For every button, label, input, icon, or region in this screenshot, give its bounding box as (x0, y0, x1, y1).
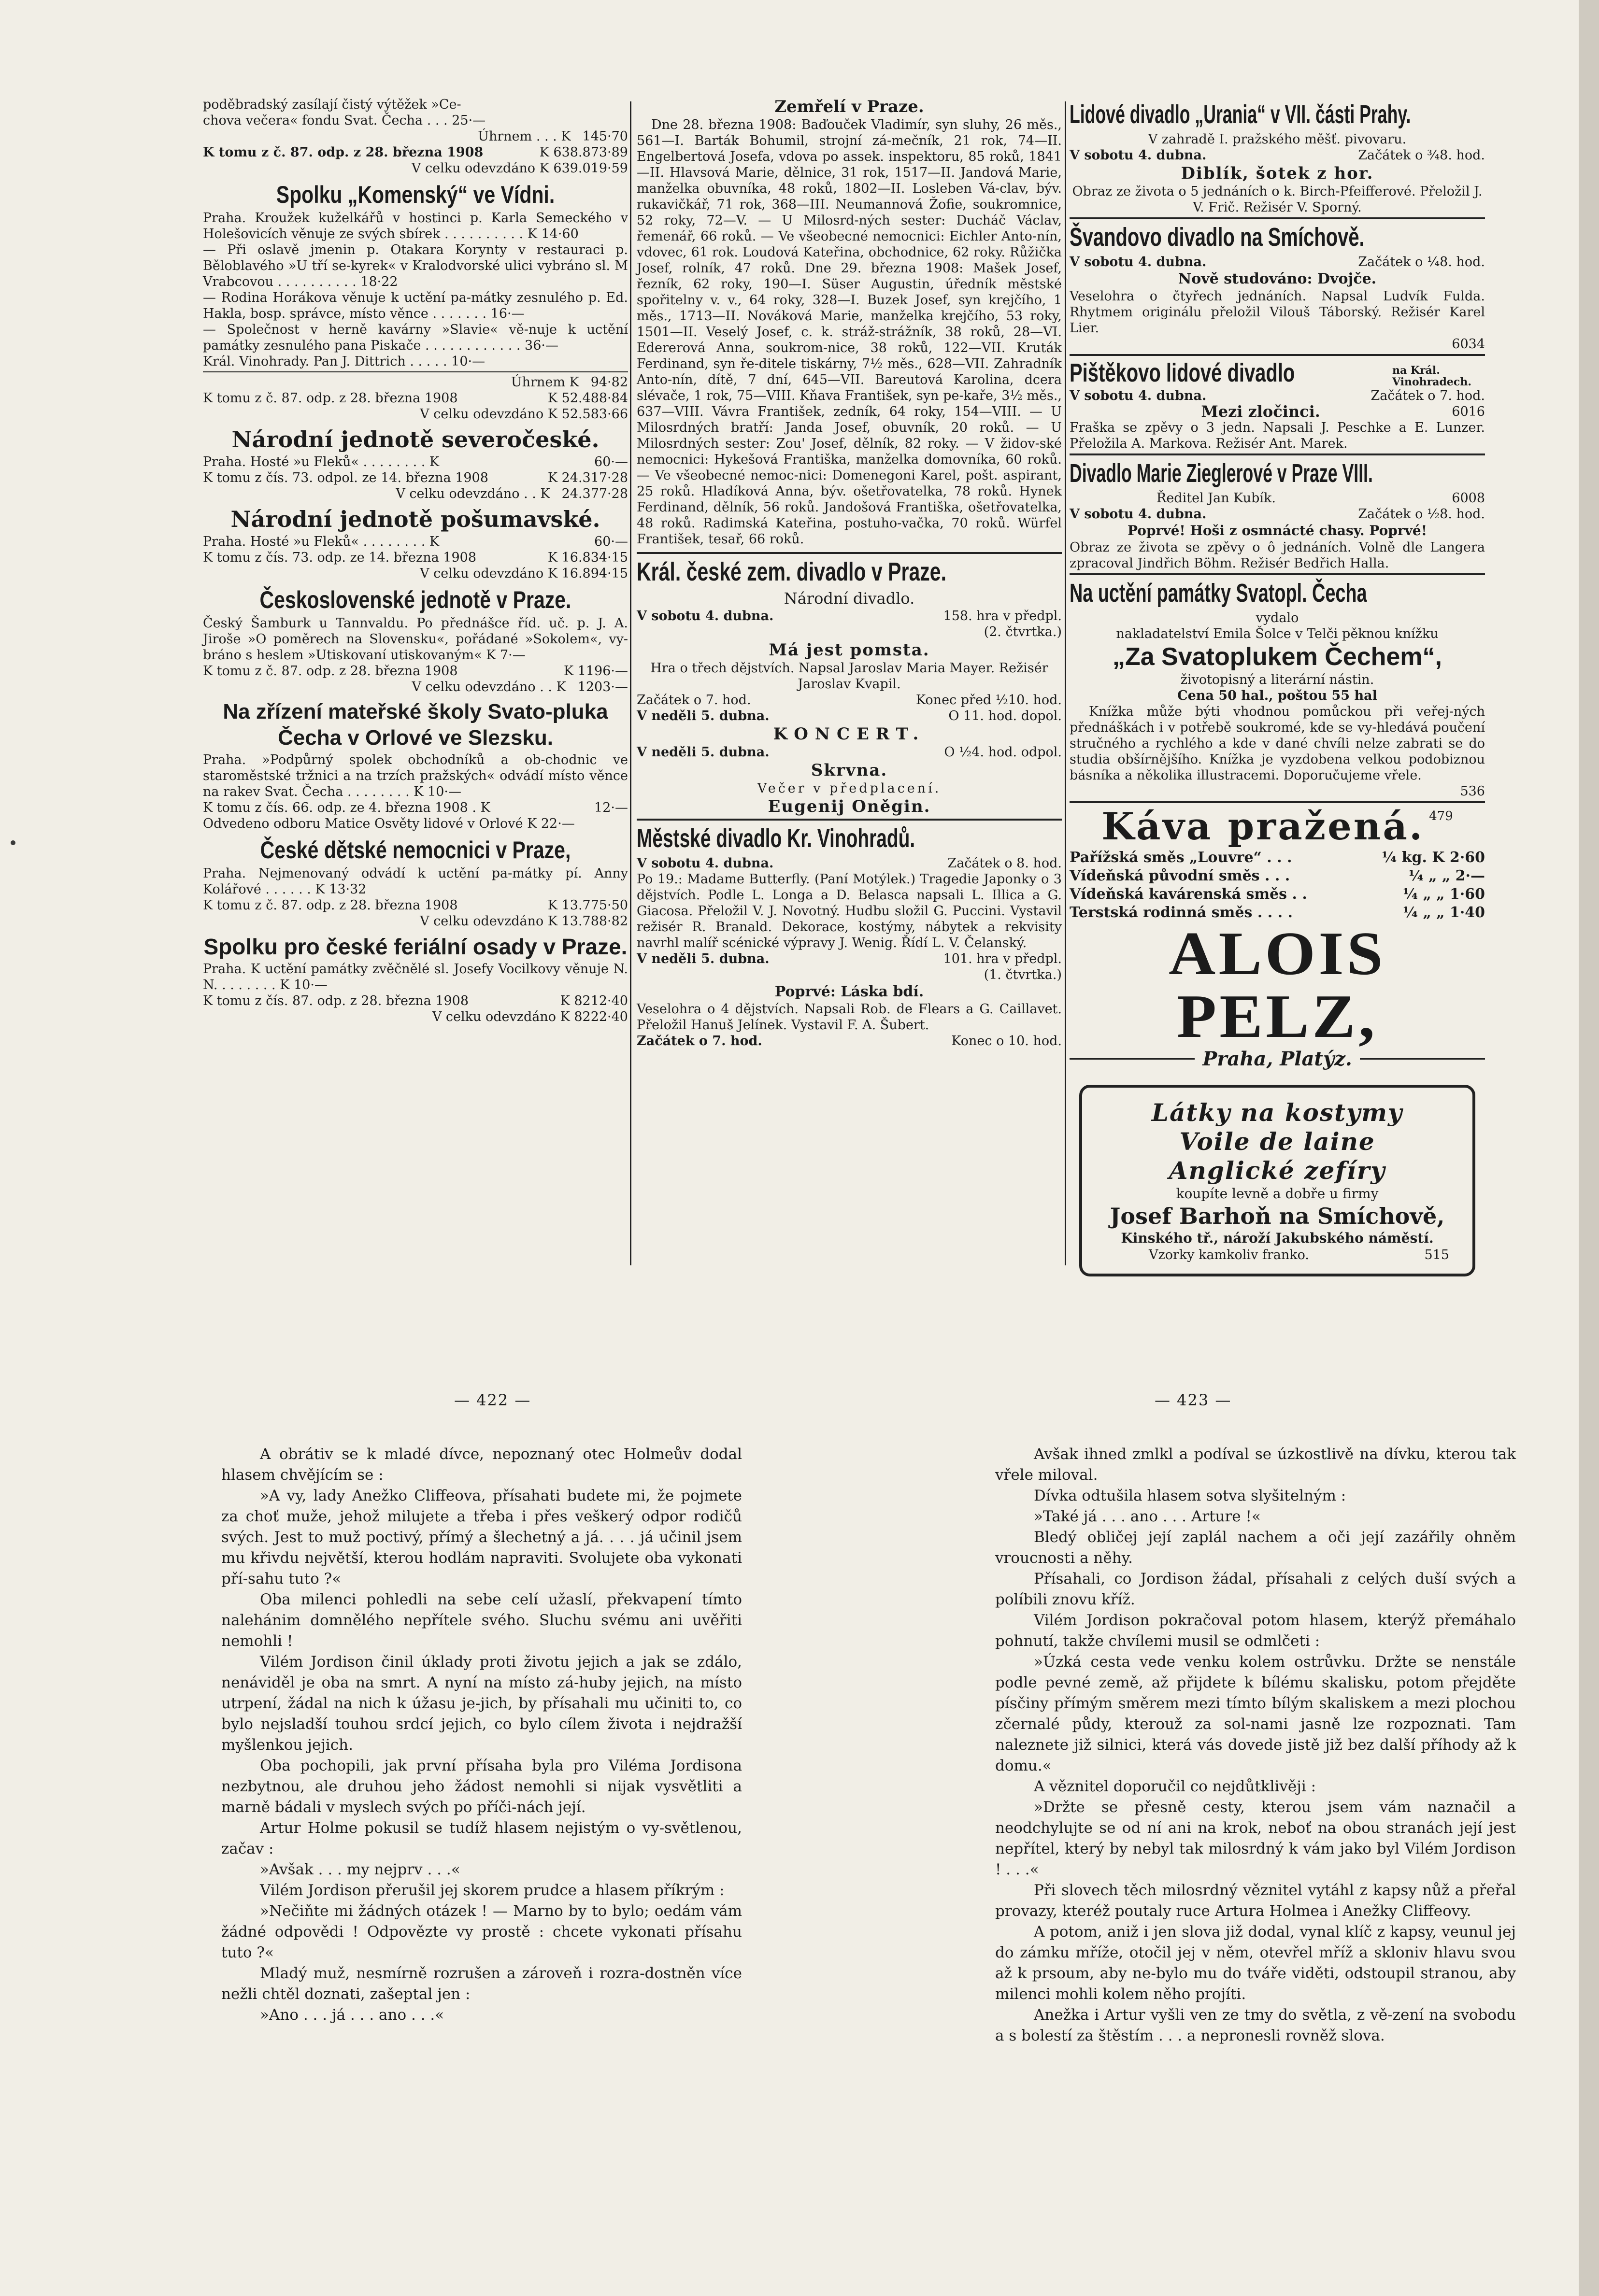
program-row: V sobotu 4. dubna. Začátek o ¼8. hod. (1070, 255, 1485, 269)
play-desc: Obraz ze života se zpěvy o ô jednáních. Volně dle Langera zpracoval Jindřich Böhm. Režisér Bedřich Halla. (1070, 540, 1485, 571)
ad-number: 6034 (1452, 337, 1485, 352)
ad-box-barhon (1079, 1085, 1475, 1276)
story-paragraph: Při slovech těch milosrdný věznitel vytáhl z kapsy nůž a přeřal provazy, kteréž poutaly ruce Artura Holmea i Anežky Cliffeovy. (995, 1882, 1516, 1920)
celku-row: V celku odevzdáno K 52.583·66 (420, 407, 628, 422)
ad-text: životopisný a literární nástin. (1180, 672, 1374, 687)
theatre-heading-pistekovo: Pištěkovo lidové divadlo (1070, 358, 1295, 387)
donation-item: — Při oslavě jmenin p. Otakara Korynty v restauraci p. Běloblavého »U tří se-kyrek« v Kralodvorské ulici vybráno sl. M Vrabcovou . . . . . . . . . . 18·22 (203, 242, 628, 289)
story-paragraph: A potom, aniž i jen slova již dodal, vynal klíč z kapsy, veunul jej do zámku mříže, otočil jej v něm, otevřel mříž a skloniv hlavu svou až k prsoum, aby ne-bylo mu do tváře viděti, odstoupil stranou, aby milenci mohli kolem něho projíti. (995, 1923, 1516, 2003)
story-paragraph: »Avšak . . . my nejprv . . .« (260, 1861, 460, 1878)
play-desc: Veselohra o čtyřech jednáních. Napsal Ludvík Fulda. Rhytmem originálu přeložil Vilouš Táborský. Režisér Karel Lier. (1070, 289, 1485, 336)
divider (203, 371, 628, 372)
divider (637, 819, 1062, 821)
story-paragraph: Vilém Jordison pokračoval potom hlasem, kterýž přemáhalo pohnutí, takže chvílemi musil se odmlčeti : (995, 1612, 1516, 1650)
donation-item: — Společnost v herně kavárny »Slavie« vě-nuje k uctění památky zesnulého pana Piskače . . . . . . . . . . . . 36·— (203, 322, 628, 353)
page-number-left: — 422 — (454, 1391, 531, 1409)
ad-number: 536 (1460, 784, 1485, 799)
celku-row: V celku odevzdáno K 16.894·15 (420, 566, 628, 581)
donation-item: Český Šamburk u Tannvaldu. Po přednášce říd. uč. p. J. A. Jiroše »O poměrech na Slovensku«, pořádané »Sokolem«, vy-bráno s heslem »Utiskovaní utiskovaným« K 7·— (203, 616, 628, 663)
theatre-heading-mestske: Městské divadlo Kr. Vinohradů. (637, 824, 915, 853)
theatre-heading-small: na Král. Vinohradech. (1392, 364, 1471, 388)
story-paragraph: »Také já . . . ano . . . Arture !« (1034, 1508, 1261, 1525)
k-tomu-row: K tomu z č. 87. odp. z 28. března 1908 K 13.775·50 (203, 898, 628, 913)
program-row: Začátek o 7. hod. Konec o 10. hod. (637, 1034, 1062, 1049)
program-note: (2. čtvrtka.) (984, 624, 1062, 639)
divider (1070, 217, 1485, 219)
donation-item: Praha. Hosté »u Fleků« . . . . . . . . K 60·— (203, 534, 628, 549)
section-heading-zemreli: Zemřelí v Praze. (774, 97, 924, 116)
story-paragraph: Bledý obličej její zaplál nachem a oči její zazářily ohněm vroucnosti a něhy. (995, 1529, 1516, 1567)
program-row: V sobotu 4. dubna. 158. hra v předpl. (637, 609, 1062, 624)
price-row: Terstská rodinná směs . . . . ¼ „ „ 1·40 (1070, 904, 1485, 921)
column-rule-1 (630, 101, 631, 1265)
story-paragraph: Anežka i Artur vyšli ven ze tmy do světla, z vě-zení na svobodu a s bolestí za štěstím . . . a nepronesli rovněž slova. (995, 2006, 1516, 2044)
story-text-right (995, 1444, 1516, 2046)
program-row: V neděli 5. dubna. O ½4. hod. odpol. (637, 745, 1062, 760)
margin-dot (11, 840, 15, 845)
story-paragraph: Avšak ihned zmlkl a podíval se úzkostlivě na dívku, kterou tak vřele miloval. (995, 1446, 1516, 1484)
coffee-price-list (1070, 849, 1485, 922)
story-paragraph: Mladý muž, nesmírně rozrušen a zároveň i rozra-dostněn více nežli chtěl doznati, zašeptal jen : (221, 1965, 742, 2003)
divider (1070, 801, 1485, 803)
k-tomu-row: K tomu z čís. 87. odp. z 28. března 1908 K 8212·40 (203, 993, 628, 1008)
play-desc: Hra o třech dějstvích. Napsal Jaroslav Maria Mayer. Režisér Jaroslav Kvapil. (650, 661, 1048, 692)
program-row: Mezi zločinci. 6016 (1201, 402, 1485, 421)
play-title: Nově studováno: Dvojče. (1178, 270, 1377, 287)
play-title: Má jest pomsta. (769, 640, 930, 660)
ad-number: 479 (1429, 809, 1453, 823)
book-title: „Za Svatoplukem Čechem“, (1113, 643, 1442, 671)
ad-line: Vzorky kamkoliv franko. 515 (1149, 1247, 1449, 1262)
play-title: Poprvé! Hoši z osmnácté chasy. Poprvé! (1127, 523, 1428, 539)
ad-line: koupíte levně a dobře u firmy (1176, 1186, 1379, 1202)
k-tomu-row: K tomu z č. 87. odp. z 28. března 1908 K 638.873·89 (203, 145, 628, 160)
k-tomu-row: K tomu z čís. 73. odp. ze 14. března 1908 K 16.834·15 (203, 550, 628, 565)
program-row: Začátek o 7. hod. Konec před ½10. hod. (637, 693, 1062, 708)
text-line: poděbradský zasílají čistý výtěžek »Ce- (203, 97, 461, 112)
donation-item: Praha. K uctění památky zvěčnělé sl. Josefy Vocilkovy věnuje N. N. . . . . . . . K 10·— (203, 962, 628, 992)
column-rule-2 (1065, 101, 1066, 1265)
story-paragraph: »Úzká cesta vede venku kolem ostrůvku. Držte se nenstále podle pevné země, až přijdete k bílému skalisku, potom přejděte písčiny přímým směrem mezi tímto bílým skaliskem a mezi plochou zčernalé půdy, kterouž za sol-nami jasně lze rozpoznati. Tam naleznete již silnici, která vás dovede jistě již bez další příhody až k domu.« (995, 1653, 1516, 1774)
theatre-heading-row (1070, 358, 1485, 388)
firm-name-pelz: ALOIS PELZ, (1169, 919, 1386, 1050)
section-heading-severoceske: Národní jednotě severočeské. (231, 426, 600, 453)
ad-heading-kava: Káva pražená. (1101, 805, 1425, 849)
donation-item: Praha. Nejmenovaný odvádí k uctění pa-mátky pí. Anny Kolářové . . . . . . K 13·32 (203, 866, 628, 897)
k-tomu-row: K tomu z čís. 66. odp. ze 4. března 1908 . K 12·— (203, 800, 628, 815)
story-paragraph: »Držte se přesně cesty, kterou jsem vám naznačil a neodchylujte se od ní ani na krok, neboť na obou stranách její jest nepřítel, který by nebyl tak milosrdný k vám jako byl Vilém Jordison ! . . .« (995, 1799, 1516, 1878)
story-paragraph: »A vy, lady Anežko Cliffeova, přísahati budete mi, že pojmete za choť muže, jehož milujete a třeba i přes veškerý odpor rodičů svých. Jest to muž poctivý, přímý a šlechetný a já. . . . já učinil jsem mu křivdu největší, kterou hodlám napraviti. Svolujete oba vykonati pří-sahu tuto ?« (221, 1487, 742, 1587)
donation-item: Praha. Kroužek kuželkářů v hostinci p. Karla Semeckého v Holešovicích věnuje ze svých sbírek . . . . . . . . . . K 14·60 (203, 211, 628, 241)
program-row: V neděli 5. dubna. 101. hra v předpl. (637, 951, 1062, 966)
celku-row: V celku odevzdáno K 13.788·82 (420, 914, 628, 929)
k-tomu-row: K tomu z č. 87. odp. z 28. března 1908 K 52.488·84 (203, 391, 628, 406)
celku-row: V celku odevzdáno . . K 24.377·28 (396, 486, 628, 501)
program-row: V sobotu 4. dubna. Začátek o ¾8. hod. (1070, 148, 1485, 163)
play-title: Diblík, šotek z hor. (1181, 164, 1374, 183)
program-note: Večer v předplacení. (757, 781, 942, 796)
ad-line: Voile de laine (1179, 1127, 1375, 1156)
story-text-left (221, 1444, 742, 2026)
k-tomu-row: K tomu z čís. 73. odpol. ze 14. března 1908 K 24.317·28 (203, 470, 628, 485)
section-heading-posumavske: Národní jednotě pošumavské. (230, 506, 600, 532)
text-line: chova večera« fondu Svat. Čecha . . . 25·— (203, 113, 486, 128)
program-note: (1. čtvrtka.) (984, 967, 1062, 982)
celku-row: V celku odevzdáno . . K 1203·— (412, 680, 628, 694)
section-heading-ferialni: Spolku pro české feriální osady v Praze. (203, 934, 628, 959)
program-row: V sobotu 4. dubna. Začátek o ½8. hod. (1070, 507, 1485, 522)
play-desc: Po 19.: Madame Butterfly. (Paní Motýlek.) Tragedie Japonky o 3 dějstvích. Podle L. Longa a D. Belasca napsali L. Illica a G. Giacosa. Přeložil V. J. Novotný. Hudbu složil G. Puccini. Vystavil režisér R. Branald. Dekorace, kostýmy, nábytek a rekvisity navrhl malíř scénické výpravy J. Wenig. Řídí L. V. Čelanský. (637, 872, 1062, 950)
story-paragraph: Vilém Jordison přerušil jej skorem prudce a hlasem příkrým : (260, 1882, 725, 1899)
page-number-right: — 423 — (1155, 1391, 1232, 1409)
k-tomu-row: K tomu z č. 87. odp. z 28. března 1908 K 1196·— (203, 664, 628, 679)
celku-row: V celku odevzdáno K 8222·40 (432, 1009, 628, 1024)
play-desc: Fraška se zpěvy o 3 jedn. Napsali J. Peschke a E. Lunzer. Přeložila A. Markova. Režisér Ant. Marek. (1070, 420, 1485, 451)
total-row: Úhrnem . . . K 145·70 (478, 129, 628, 144)
column-theatres-ads (1070, 97, 1485, 1276)
play-desc: Veselohra o 4 dějstvích. Napsali Rob. de Flears a G. Caillavet. Přeložil Hanuš Jelínek. Vystavil F. A. Šubert. (637, 1002, 1062, 1033)
kava-heading-row (1070, 805, 1485, 849)
section-heading-ceskoslovanske: Československé jednotě v Praze. (259, 586, 571, 613)
ad-line: Kinského tř., nároží Jakubského náměstí. (1121, 1230, 1434, 1246)
section-heading-nemocnici: České dětské nemocnici v Praze, (260, 836, 571, 864)
donation-item: — Rodina Horákova věnuje k uctění pa-mátky zesnulého p. Ed. Hakla, bosp. správce, místo věnce . . . . . . . 16·— (203, 290, 628, 321)
theatre-heading-urania: Lidové divadlo „Urania“ v VII. části Prahy. (1070, 100, 1411, 129)
donation-item: Praha. Hosté »u Fleků« . . . . . . . . K 60·— (203, 454, 628, 469)
divider (1070, 354, 1485, 356)
ad-heading-cech: Na uctění památky Svatopl. Čecha (1070, 579, 1367, 608)
story-paragraph: Vilém Jordison činil úklady proti životu jejich a jak se zdálo, nenáviděl je oba na smrt. A nyní na místo zá-huby jejich, na místo utrpení, žádal na nich k úžasu je-jich, by přísahali mu učiniti to, co bylo nejsladší touhou srdcí jejich, co bylo cílem života i nejdražší myšlenkou jejich. (221, 1653, 742, 1754)
firm-city: Praha, Platýz. (1202, 1048, 1352, 1070)
firm-city-row (1070, 1048, 1485, 1070)
play-title: KONCERT. (773, 724, 926, 744)
total-row: Úhrnem K 94·82 (511, 375, 628, 390)
play-desc: Obraz ze života o 5 jednáních o k. Birch-Pfeifferové. Přeložil J. V. Frič. Režisér V. Sporný. (1072, 184, 1483, 215)
story-paragraph: »Ano . . . já . . . ano . . .« (260, 2006, 444, 2024)
program-row: V sobotu 4. dubna. Začátek o 7. hod. (1070, 388, 1485, 403)
divider (1070, 573, 1485, 575)
donation-item: Král. Vinohrady. Pan J. Dittrich . . . . . 10·— (203, 354, 485, 369)
section-heading-materske: Na zřízení mateřské školy Svato-pluka Čecha v Orlové ve Slezsku. (223, 700, 608, 750)
divider (1070, 454, 1485, 455)
section-heading-komensky: Spolku „Komenský“ ve Vídni. (276, 181, 555, 208)
story-paragraph: Dívka odtušila hlasem sotva slyšitelným : (1034, 1487, 1346, 1504)
play-title: Skrvna. (811, 761, 888, 780)
theatre-heading-zieglerove: Divadlo Marie Zieglerové v Praze VIII. (1070, 459, 1373, 488)
page-edge (1579, 0, 1599, 2296)
story-paragraph: Artur Holme pokusil se tudíž hlasem nejistým o vy-světlenou, začav : (221, 1819, 742, 1857)
theatre-sub: V zahradě I. pražského měšť. pivovaru. (1148, 132, 1407, 147)
ad-line: Látky na kostymy (1151, 1098, 1403, 1127)
price-row: Vídeňská kavárenská směs . . ¼ „ „ 1·60 (1070, 886, 1485, 903)
story-paragraph: Oba milenci pohledli na sebe celí užaslí, překvapení tímto nalehánim domnělého nepřítele svého. Sluchu svému ani uvěřiti nemohli ! (221, 1591, 742, 1650)
program-row: V neděli 5. dubna. O 11. hod. dopol. (637, 709, 1062, 723)
ad-line: Anglické zefíry (1169, 1156, 1386, 1185)
odvedeno-row: Odvedeno odboru Matice Osvěty lidové v Orlové K 22·— (203, 816, 575, 831)
column-deaths-theatres (637, 97, 1062, 1049)
program-row: V sobotu 4. dubna. Začátek o 8. hod. (637, 856, 1062, 871)
story-paragraph: Přísahali, co Jordison žádal, přísahali z celých duší svých a políbili znovu kříž. (995, 1570, 1516, 1608)
ad-line: Josef Barhoň na Smíchově, (1110, 1203, 1445, 1229)
story-paragraph: A věznitel doporučil co nejdůtklivěji : (1034, 1778, 1316, 1795)
play-title: Eugenij Oněgin. (768, 797, 931, 816)
donation-item: Praha. »Podpůrný spolek obchodníků a ob-chodnic ve staroměstské tržnici a na trzích pražských« odvádí místo věnce na rakev Svat. Čecha . . . . . . . . K 10·— (203, 752, 628, 799)
story-paragraph: Oba pochopili, jak první přísaha byla pro Viléma Jordisona nezbytnou, ale druhou jeho žádost nemohli si nijak vysvětliti a marně bádali v myslech svých po příči-nách její. (221, 1757, 742, 1816)
celku-row: V celku odevzdáno K 639.019·59 (411, 161, 628, 176)
column-donations (203, 97, 628, 1025)
story-paragraph: A obrátiv se k mladé dívce, nepoznaný otec Holmeův dodal hlasem chvějícím se : (221, 1446, 742, 1484)
program-row: Ředitel Jan Kubík. 6008 (1156, 491, 1485, 506)
deaths-text: Dne 28. března 1908: Baďouček Vladimír, syn sluhy, 26 měs., 561—I. Barták Bohumil, strojní zá-mečník, 21 rok, 74—II. Engelbertová Josefa, vdova po assek. inspektoru, 85 roků, 1841—II. Hlavsová Marie, dělnice, 31 rok, 1517—II. Jandová Marie, manželka obuvníka, 48 roků, 1802—II. Losleben Vá-clav, býv. rukavičkář, 71 rok, 368—III. Neumannová Žofie, soukromnice, 52 roky, 72—V. — U Milosrd-ných sester: Ducháč Václav, řemenář, 66 roků. — Ve všeobecné nemocnici: Eichler Anto-nín, vdovec, 61 rok. Loudová Kateřina, obchodnice, 62 roky. Růžička Josef, rolník, 47 roků. Dne 29. března 1908: Mašek Josef, řezník, 62 roky, 190—I. Süser Augustin, úředník městské spořitelny v. v., 64 roky, 328—I. Buzek Josef, syn krejčího, 1 měs., 1713—II. Nováková Marie, manželka krejčího, 53 roky, 1501—II. Veselý Josef, c. k. stráž-strážník, 38 roků, 28—VI. Edererová Anna, soukrom-nice, 38 roků, 122—VII. Kruták Ferdinand, syn ře-ditele tiskárny, 7½ měs., 628—VII. Zahradník Anto-nín, dítě, 7 dní, 645—VII. Bareutová Karolina, dcera slévače, 1 rok, 75—VIII. Kňava František, syn pe-kaře, 3½ měs., 637—VIII. Vávra František, zedník, 64 roky, 154—VIII. — U Milosrdných bratří: Janda Josef, obuvník, 20 roků. — U Milosrdných sester: Zou' Josef, dělník, 82 roky. — V židov-ské nemocnici: Hykešová Františka, manželka domovníka, 60 roků. — Ve všeobecné nemoc-nici: Domenegoni Karel, pošt. aspirant, 25 roků. Hladíková Anna, býv. ošetřovatelka, 78 roků. Hynek Ferdinand, dělník, 56 roků. Jandošová Františka, ošetřovatelka, 48 roků. Radimská Kateřina, postuho-vačka, 70 roků. Würfel František, tesař, 66 roků. (637, 117, 1062, 547)
ad-text: Cena 50 hal., poštou 55 hal (1177, 688, 1377, 703)
play-title: Poprvé: Láska bdí. (774, 983, 924, 1000)
ad-text: nakladatelství Emila Šolce v Telči pěknou knížku (1116, 626, 1439, 641)
price-row: Pařížská směs „Louvre“ . . . ¼ kg. K 2·60 (1070, 849, 1485, 866)
ad-text: vydalo (1256, 610, 1299, 625)
theatre-sub: Národní divadlo. (784, 589, 915, 608)
story-paragraph: »Nečiňte mi žádných otázek ! — Marno by to bylo; oedám vám žádné odpovědi ! Odpovězte vy prostě : chcete vykonati přísahu tuto ?« (221, 1902, 742, 1961)
price-row: Vídeňská původní směs . . . ¼ „ „ 2·— (1070, 867, 1485, 884)
theatre-heading-svandovo: Švandovo divadlo na Smíchově. (1070, 223, 1365, 252)
divider (637, 552, 1062, 554)
theatre-heading-kral: Král. české zem. divadlo v Praze. (637, 557, 947, 586)
ad-desc: Knížka může býti vhodnou pomůckou při veřej-ných přednáškách i v potřebě soukromé, kde se vy-hledává poučení stručného a rychlého a kde v dané chvíli nelze zabrati se do studia obšírnějšího. Knížka je vyzdobena velkou podobiznou básníka a několika illustracemi. Doporučujeme vřele. (1070, 704, 1485, 783)
